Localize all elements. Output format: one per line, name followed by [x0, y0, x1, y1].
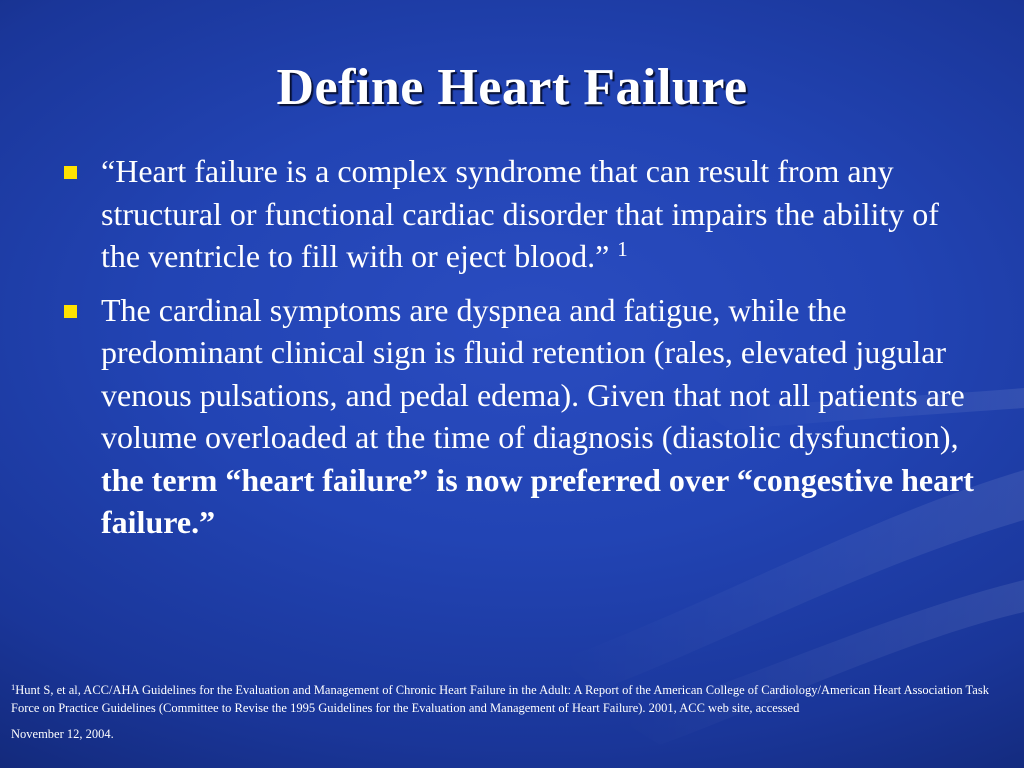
footnote-date: November 12, 2004. [11, 727, 114, 741]
bullet-text: “Heart failure is a complex syndrome that can result from any structural or functional cardiac disorder that impairs the ability of the ventricle to fill with or eject blood.” [101, 153, 939, 274]
bullet-text: The cardinal symptoms are dyspnea and fatigue, while the predominant clinical sign is fluid retention (rales, elevated jugular venous pulsations, and pedal edema). Given that not all patients are volume overloaded at the time of diagnosis (diastolic dysfunction), [101, 291, 965, 455]
slide-title: Define Heart Failure [276, 59, 748, 116]
citation-superscript: 1 [617, 237, 628, 261]
footnote [11, 682, 1016, 744]
square-bullet-icon [64, 305, 77, 318]
bullet-bold-text: the term “heart failure” is now preferred over “congestive heart failure.” [101, 461, 974, 540]
bullet-list [60, 150, 980, 555]
square-bullet-icon [64, 166, 77, 179]
bullet-item-definition [60, 150, 980, 278]
footnote-text: Hunt S, et al, ACC/AHA Guidelines for the Evaluation and Management of Chronic Heart Failure in the Adult: A Report of the American College of Cardiology/American Heart Association Task Force on Practice Guidelines (Committee to Revise the 1995 Guidelines for the Evaluation and Management of Heart Failure). 2001, ACC web site, accessed [11, 683, 989, 715]
footnote-marker: 1 [11, 682, 16, 692]
bullet-item-symptoms [60, 289, 980, 544]
